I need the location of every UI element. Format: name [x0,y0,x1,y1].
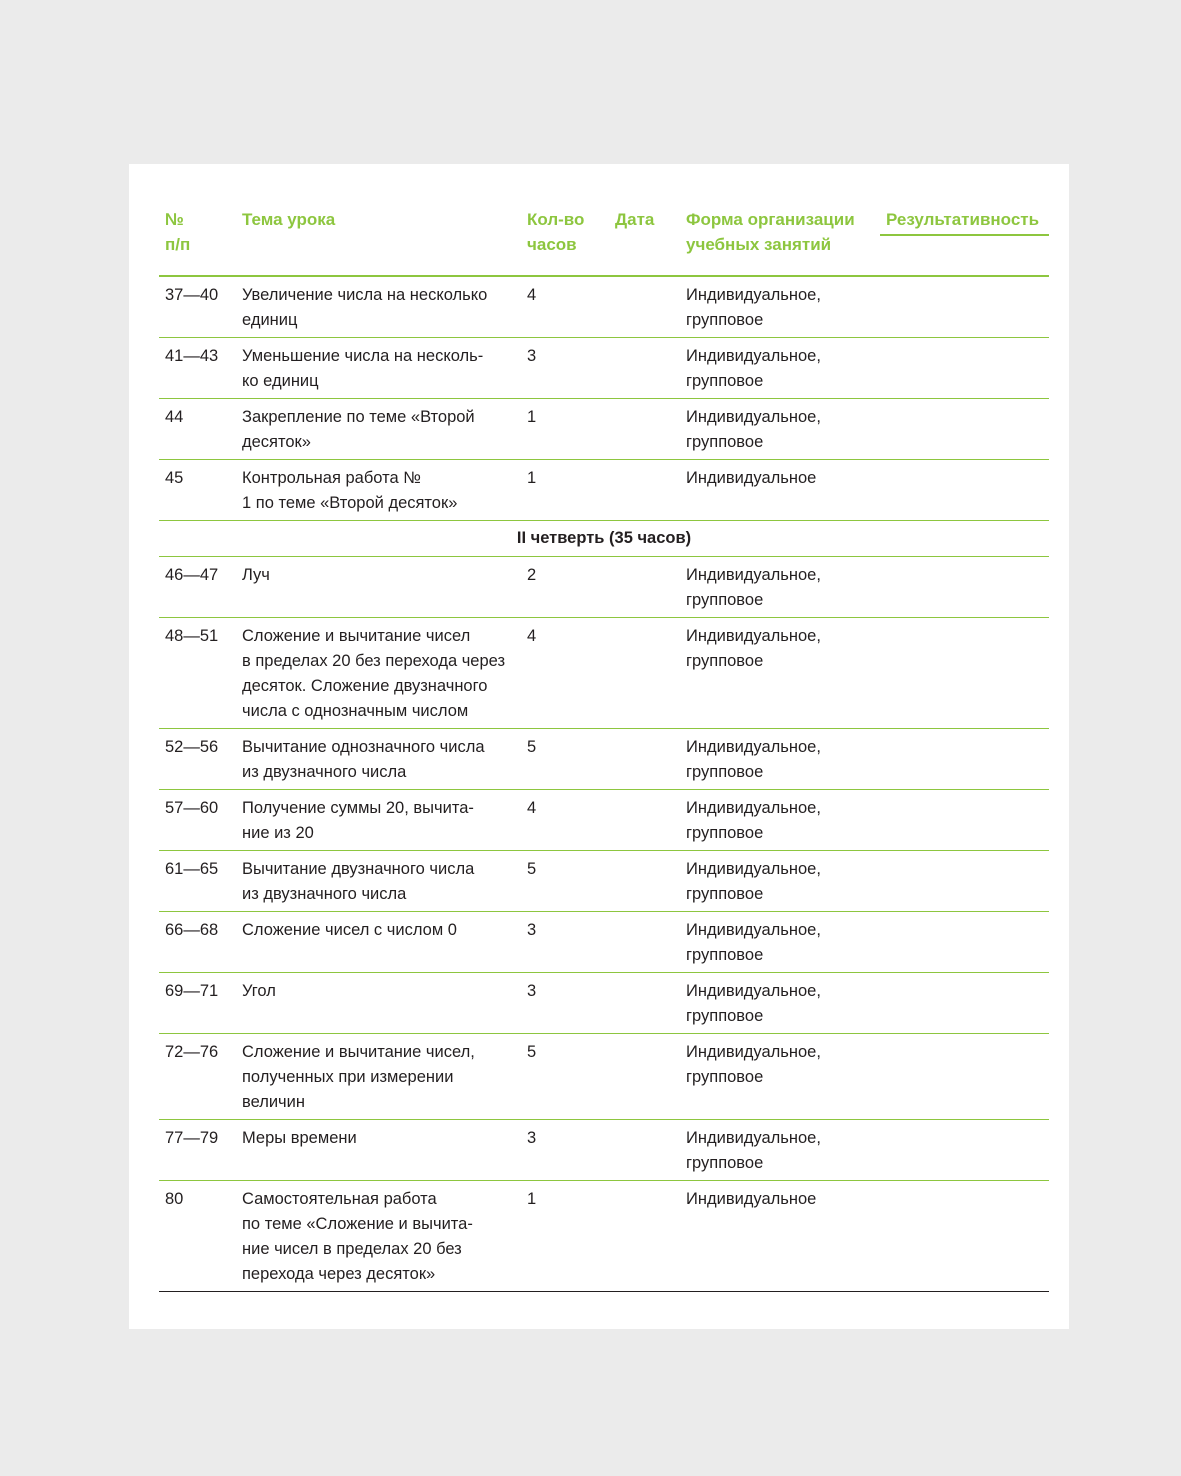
row-form: Индивидуальное, групповое [686,982,821,1025]
row-hours: 2 [527,566,537,584]
row-hours: 3 [527,982,537,1000]
rows-first-quarter [159,277,1049,521]
row-topic: Самостоятельная работа по теме «Сложение и вычита- ние чисел в пределах 20 без перехода через десяток» [242,1190,473,1283]
table-row [159,1034,1049,1120]
row-num: 46—47 [165,566,219,584]
table-row [159,851,1049,912]
row-form: Индивидуальное, групповое [686,286,821,329]
row-num: 57—60 [165,799,219,817]
table-row [159,399,1049,460]
row-hours: 5 [527,860,537,878]
table-row [159,557,1049,618]
row-hours: 3 [527,921,537,939]
row-topic: Луч [242,566,270,584]
row-num: 77—79 [165,1129,219,1147]
row-num: 45 [165,469,184,487]
lesson-plan-table [159,195,1049,1292]
row-topic: Вычитание однозначного числа из двузначного числа [242,738,485,781]
row-num: 44 [165,408,184,426]
row-topic: Угол [242,982,276,1000]
row-topic: Меры времени [242,1129,357,1147]
row-num: 72—76 [165,1043,219,1061]
header-num: № п/п [165,210,191,254]
row-form: Индивидуальное [686,469,817,487]
row-num: 41—43 [165,347,219,365]
row-hours: 1 [527,408,537,426]
section-row: II четверть (35 часов) [159,521,1049,557]
row-form: Индивидуальное, групповое [686,1129,821,1172]
row-num: 80 [165,1190,184,1208]
row-form: Индивидуальное, групповое [686,799,821,842]
row-num: 61—65 [165,860,219,878]
row-hours: 3 [527,347,537,365]
row-hours: 1 [527,1190,537,1208]
row-num: 52—56 [165,738,219,756]
row-topic: Сложение чисел с числом 0 [242,921,457,939]
row-topic: Закрепление по теме «Второй десяток» [242,408,475,451]
row-hours: 4 [527,627,537,645]
table-header [159,195,1049,277]
header-result: Результативность [880,207,1049,236]
row-hours: 1 [527,469,537,487]
header-topic: Тема урока [242,210,336,229]
row-hours: 5 [527,1043,537,1061]
row-form: Индивидуальное [686,1190,817,1208]
row-topic: Контрольная работа № 1 по теме «Второй десяток» [242,469,458,512]
header-date: Дата [615,210,655,229]
row-form: Индивидуальное, групповое [686,566,821,609]
document-page [129,164,1069,1329]
table-row [159,277,1049,338]
row-topic: Сложение и вычитание чисел в пределах 20 без перехода через десяток. Сложение двузначного числа с однозначным числом [242,627,506,720]
row-hours: 4 [527,799,537,817]
row-hours: 4 [527,286,537,304]
row-hours: 3 [527,1129,537,1147]
row-num: 69—71 [165,982,219,1000]
table-row [159,1120,1049,1181]
row-form: Индивидуальное, групповое [686,738,821,781]
rows-second-quarter [159,557,1049,1292]
row-hours: 5 [527,738,537,756]
header-form: Форма организации учебных занятий [686,210,855,254]
table-row [159,1181,1049,1292]
row-num: 48—51 [165,627,219,645]
row-form: Индивидуальное, групповое [686,627,821,670]
table-row [159,618,1049,729]
row-form: Индивидуальное, групповое [686,921,821,964]
table-row [159,338,1049,399]
row-num: 37—40 [165,286,219,304]
table-row [159,729,1049,790]
table-row [159,460,1049,521]
table-row [159,973,1049,1034]
row-form: Индивидуальное, групповое [686,347,821,390]
row-form: Индивидуальное, групповое [686,408,821,451]
row-num: 66—68 [165,921,219,939]
row-topic: Сложение и вычитание чисел, полученных при измерении величин [242,1043,475,1111]
header-hours: Кол-во часов [527,210,585,254]
row-form: Индивидуальное, групповое [686,860,821,903]
row-topic: Вычитание двузначного числа из двузначного числа [242,860,475,903]
table-row [159,790,1049,851]
row-topic: Получение суммы 20, вычита- ние из 20 [242,799,474,842]
row-topic: Уменьшение числа на несколь- ко единиц [242,347,484,390]
table-row [159,912,1049,973]
row-form: Индивидуальное, групповое [686,1043,821,1086]
row-topic: Увеличение числа на несколько единиц [242,286,488,329]
